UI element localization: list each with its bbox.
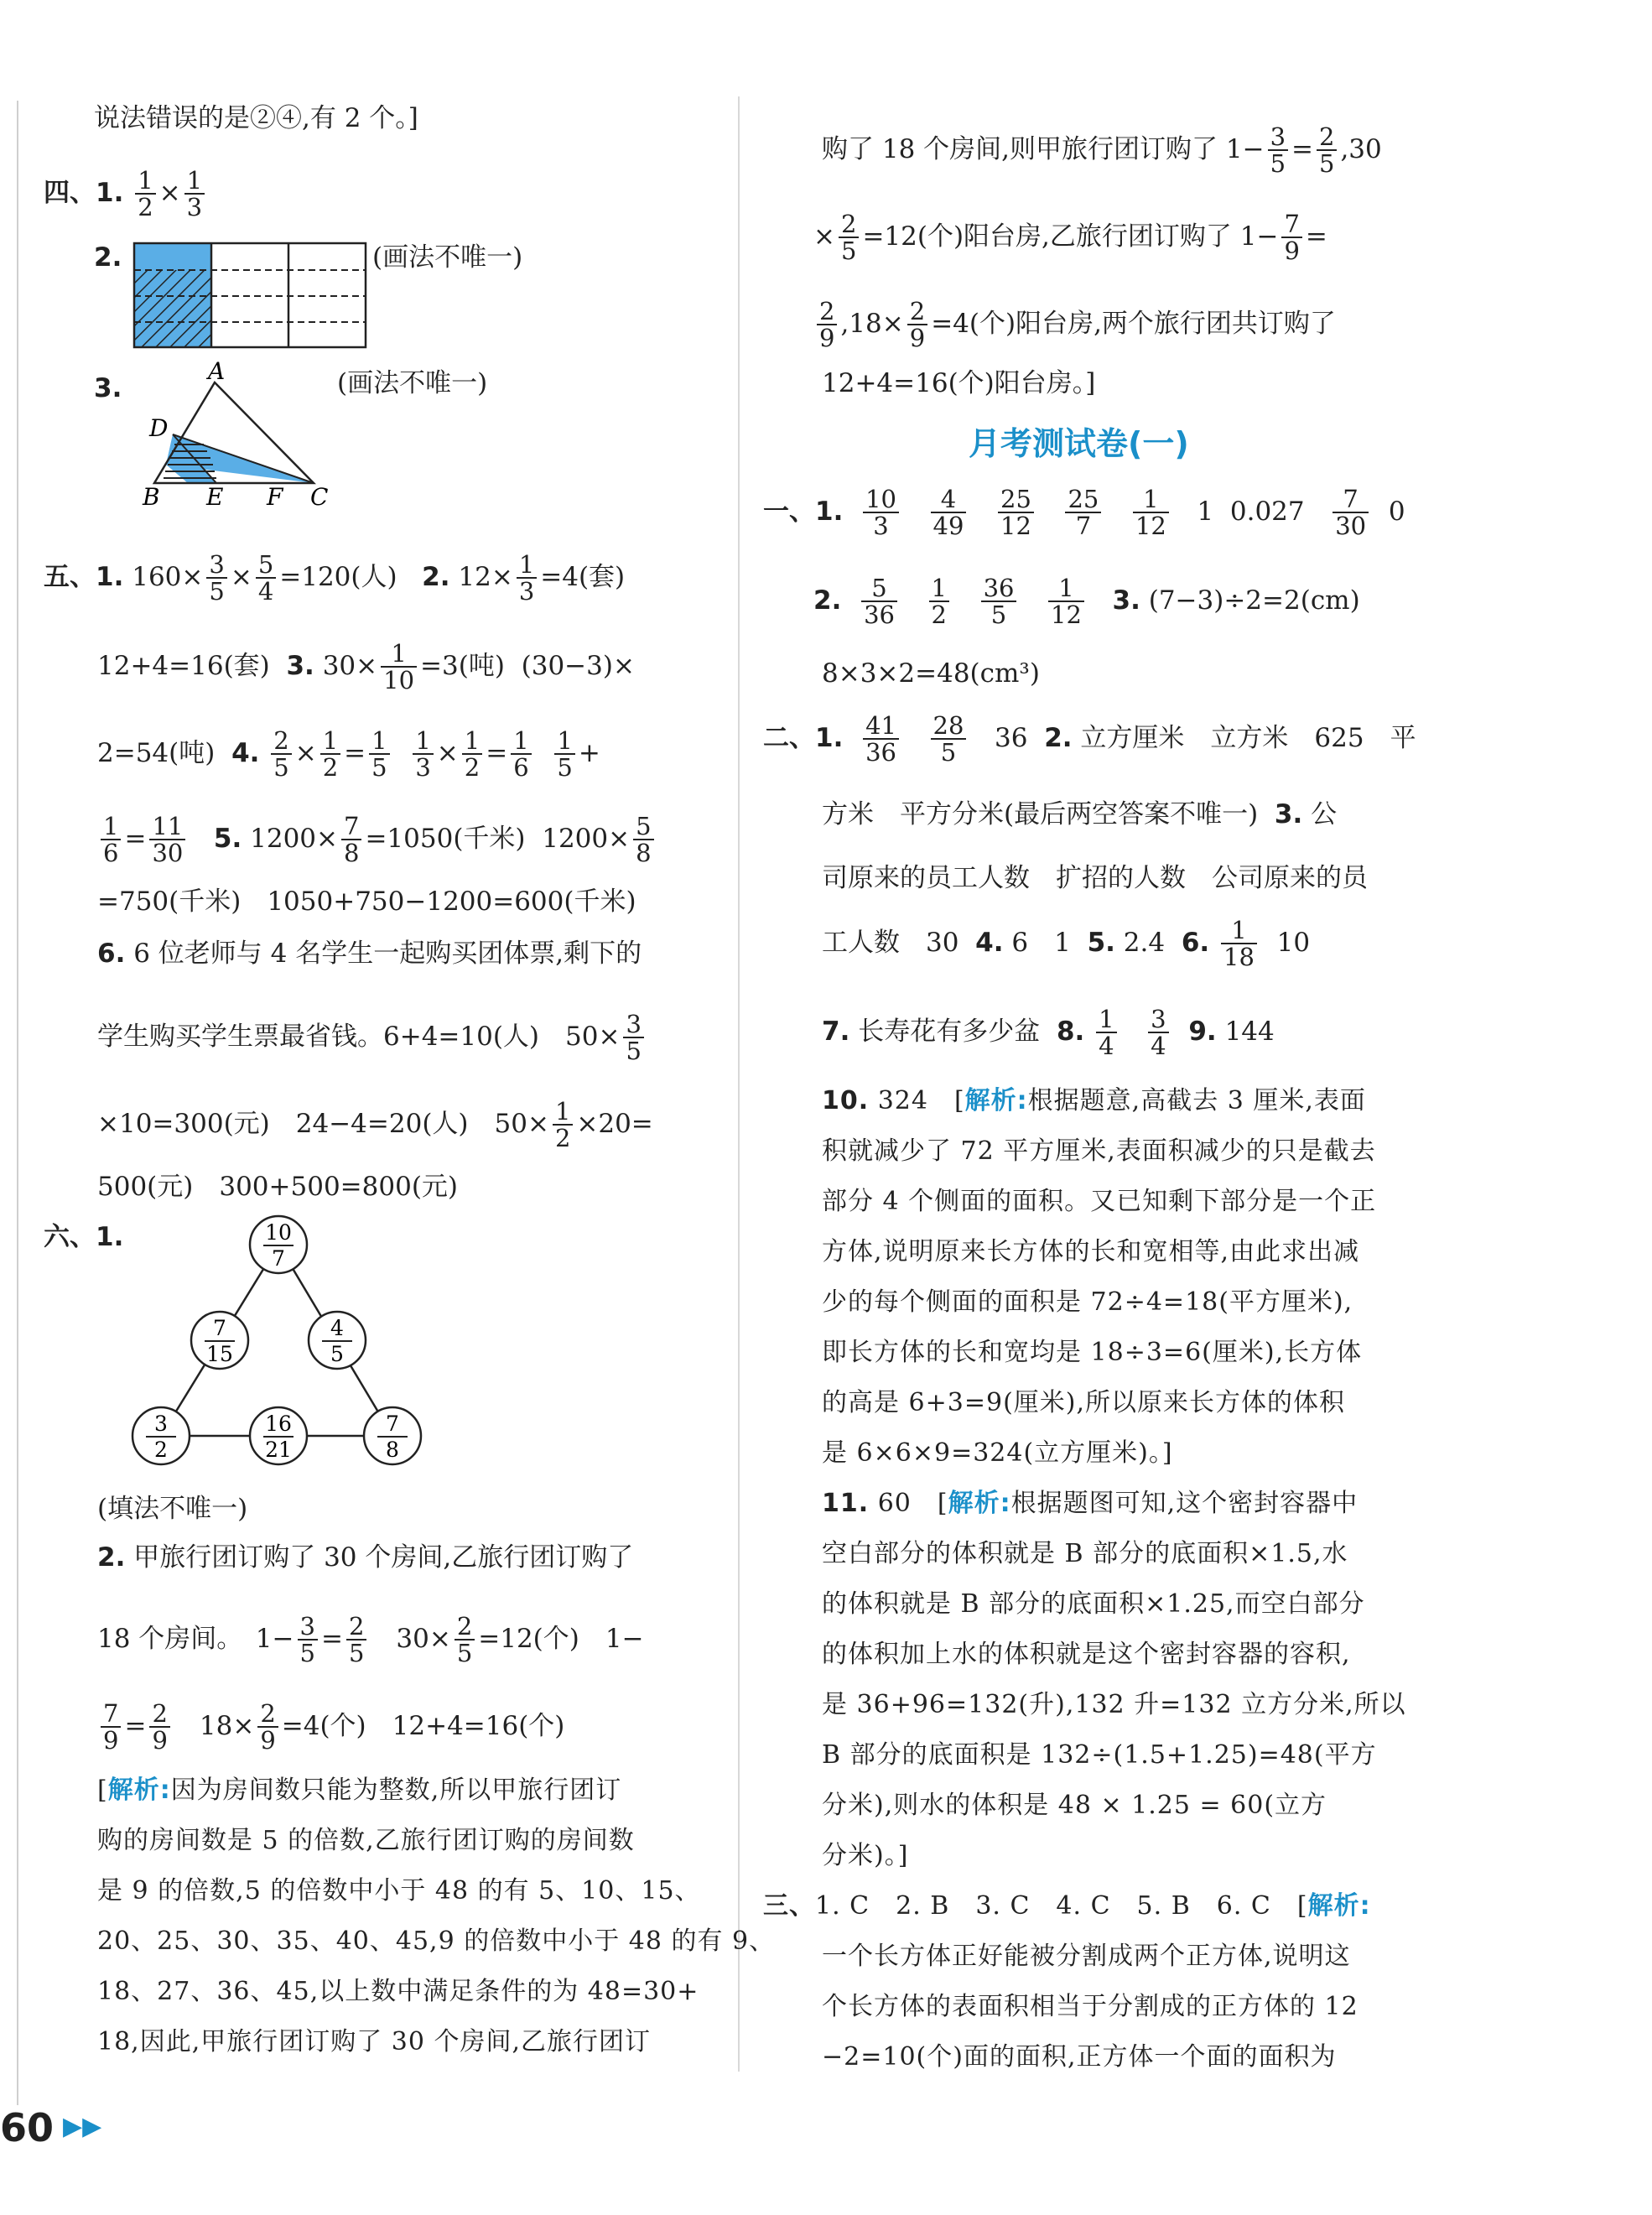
section-5-line-1: 五、1. 160× $\frac{3}{5}$ × $\frac{5}{4}$ =120(人) 2. 12× $\frac{1}{3}$ =4(套) <box>44 550 626 606</box>
part-2-line-1: 二、1. $\frac{41}{36}$ $\frac{28}{5}$ 36 2. 立方厘米 立方米 625 平 <box>763 711 1416 767</box>
section-6-q2-line-2: 18 个房间。 1− $\frac{3}{5}$ = $\frac{2}{5}$ 30× $\frac{2}{5}$ =12(个) 1− <box>97 1612 644 1668</box>
section-6-label: 六、1. <box>44 1222 124 1252</box>
analysis-line: 是 36+96=132(升),132 升=132 立方分米,所以 <box>822 1690 1406 1719</box>
analysis-line: 是 6×6×9=324(立方厘米)。] <box>822 1438 1173 1468</box>
fraction: $\frac{2}{9}$ <box>257 1701 278 1754</box>
label-D: D <box>149 414 169 442</box>
analysis-line: 的体积加上水的体积就是这个密封容器的容积, <box>822 1640 1351 1669</box>
page-number: 60 <box>0 2105 55 2150</box>
part-2-line-5: 7. 长寿花有多少盆 8. $\frac{1}{4}$ $\frac{3}{4}$ 9. 144 <box>822 1005 1275 1061</box>
fraction: $\frac{5}{36}$ <box>861 575 897 628</box>
fraction: $\frac{1}{3}$ <box>413 728 433 781</box>
fraction: $\frac{2}{5}$ <box>1317 124 1337 177</box>
fraction: $\frac{3}{4}$ <box>1148 1006 1168 1059</box>
section-5-line-8: ×10=300(元) 24−4=20(人) 50× $\frac{1}{2}$ ×20= <box>97 1097 653 1153</box>
fraction: $\frac{2}{9}$ <box>907 299 927 351</box>
analysis-line: 一个长方体正好能被分割成两个正方体,说明这 <box>822 1942 1351 1971</box>
analysis-line: B 部分的底面积是 132÷(1.5+1.25)=48(平方 <box>822 1740 1377 1770</box>
fraction: $\frac{1}{4}$ <box>1096 1006 1116 1059</box>
svg-text:10: 10 <box>265 1220 292 1245</box>
fraction: $\frac{3}{5}$ <box>623 1011 643 1064</box>
fraction: $\frac{1}{3}$ <box>517 552 537 605</box>
fraction: $\frac{5}{4}$ <box>256 552 276 605</box>
fraction: $\frac{3}{5}$ <box>298 1614 318 1666</box>
right-line-2: × $\frac{2}{5}$ =12(个)阳台房,乙旅行团订购了 1− $\frac{7}{9}$ = <box>813 210 1327 266</box>
part-1-line-1: 一、1. $\frac{10}{3}$ $\frac{4}{49}$ $\frac{25}{12}$ $\frac{25}{7}$ $\frac{1}{12}$ 1 0.027 $\frac{7}{30}$ 0 <box>763 485 1405 541</box>
triangle-diagram <box>124 357 392 511</box>
fraction: $\frac{1}{12}$ <box>1048 575 1084 628</box>
fraction: $\frac{1}{12}$ <box>1133 486 1169 539</box>
analysis-line: −2=10(个)面的面积,正方体一个面的面积为 <box>822 2042 1337 2072</box>
fraction: $\frac{2}{5}$ <box>346 1614 366 1666</box>
analysis-line: [解析:因为房间数只能为整数,所以甲旅行团订 <box>97 1776 622 1805</box>
fraction: $\frac{25}{7}$ <box>1065 486 1101 539</box>
section-6-note: (填法不唯一) <box>97 1494 248 1524</box>
left-margin-rule <box>17 101 18 2105</box>
fraction: $\frac{1}{10}$ <box>381 641 417 694</box>
fraction: $\frac{11}{30}$ <box>149 814 185 866</box>
fraction: $\frac{5}{8}$ <box>633 814 653 866</box>
q11-line: 11. 60 [解析:根据题图可知,这个密封容器中 <box>822 1489 1358 1518</box>
fraction: $\frac{2}{9}$ <box>817 299 837 351</box>
fraction: $\frac{1}{18}$ <box>1221 918 1257 970</box>
fraction: $\frac{2}{5}$ <box>839 211 859 264</box>
fraction: $\frac{1}{5}$ <box>554 728 574 781</box>
part-1-line-3: 8×3×2=48(cm³) <box>822 658 1040 689</box>
section-6-q2-line-1: 2. 甲旅行团订购了 30 个房间,乙旅行团订购了 <box>97 1542 634 1573</box>
text-line: 说法错误的是②④,有 2 个。] <box>94 103 418 133</box>
section-title: 月考测试卷(一) <box>969 425 1189 462</box>
label-A: A <box>208 357 226 385</box>
section-5-line-5: =750(千米) 1050+750−1200=600(千米) <box>97 887 636 917</box>
svg-text:16: 16 <box>265 1412 292 1436</box>
svg-text:3: 3 <box>154 1412 168 1436</box>
fraction: $\frac{3}{5}$ <box>206 552 226 605</box>
section-4-item-3-label: 3. <box>94 373 122 403</box>
right-line-1: 购了 18 个房间,则甲旅行团订购了 1− $\frac{3}{5}$ = $\frac{2}{5}$ ,30 <box>822 122 1382 179</box>
label-F: F <box>267 483 283 511</box>
svg-text:7: 7 <box>386 1412 399 1436</box>
analysis-line: 20、25、30、35、40、45,9 的倍数中小于 48 的有 9、 <box>97 1926 776 1956</box>
analysis-line: 空白部分的体积就是 B 部分的底面积×1.5,水 <box>822 1539 1348 1568</box>
section-5-line-2: 12+4=16(套) 3. 30× $\frac{1}{10}$ =3(吨) (30−3)× <box>97 639 635 695</box>
analysis-line: 部分 4 个侧面的面积。又已知剩下部分是一个正 <box>822 1187 1377 1216</box>
svg-text:8: 8 <box>386 1438 399 1462</box>
svg-text:2: 2 <box>154 1438 168 1462</box>
analysis-line: 个长方体的表面积相当于分割成的正方体的 12 <box>822 1992 1358 2021</box>
fraction-circle <box>364 1407 421 1464</box>
part-2-line-3: 司原来的员工人数 扩招的人数 公司原来的员 <box>822 863 1368 893</box>
fraction: $\frac{1}{2}$ <box>462 728 482 781</box>
svg-text:5: 5 <box>330 1342 344 1366</box>
part-1-line-2: 2. $\frac{5}{36}$ $\frac{1}{2}$ $\frac{36}{5}$ $\frac{1}{12}$ 3. (7−3)÷2=2(cm) <box>813 574 1360 630</box>
fraction: $\frac{36}{5}$ <box>981 575 1017 628</box>
fraction: $\frac{7}{30}$ <box>1333 486 1369 539</box>
fraction: $\frac{7}{8}$ <box>341 814 361 866</box>
fraction-circle <box>250 1407 307 1464</box>
fraction: $\frac{1}{6}$ <box>101 814 121 866</box>
fraction-circle <box>132 1407 190 1464</box>
fraction: $\frac{2}{5}$ <box>271 728 291 781</box>
fraction: $\frac{1}{2}$ <box>135 168 155 221</box>
analysis-line: 分米),则水的体积是 48 × 1.25 = 60(立方 <box>822 1791 1327 1820</box>
fraction: $\frac{41}{36}$ <box>863 713 899 766</box>
fraction: $\frac{2}{5}$ <box>455 1614 475 1666</box>
fraction: $\frac{1}{5}$ <box>369 728 389 781</box>
note: (画法不唯一) <box>337 368 488 398</box>
fraction: $\frac{25}{12}$ <box>998 486 1034 539</box>
svg-text:7: 7 <box>213 1316 226 1340</box>
section-4-item-1: 四、1. $\frac{1}{2}$ × $\frac{1}{3}$ <box>44 168 208 221</box>
fraction: $\frac{1}{2}$ <box>553 1099 573 1152</box>
section-5-line-7: 学生购买学生票最省钱。6+4=10(人) 50× $\frac{3}{5}$ <box>97 1011 647 1064</box>
label-B: B <box>143 483 160 511</box>
fraction-circle <box>191 1312 248 1369</box>
section-5-line-3: 2=54(吨) 4. $\frac{2}{5}$ × $\frac{1}{2}$ = $\frac{1}{5}$ $\frac{1}{3}$ × $\frac{1}{2}$ = $\frac{1}{6}$ $\frac{1}{5}$ + <box>97 726 600 783</box>
svg-text:4: 4 <box>330 1316 344 1340</box>
section-5-line-4: $\frac{1}{6}$ = $\frac{11}{30}$ 5. 1200× $\frac{7}{8}$ =1050(千米) 1200× $\frac{5}{8}$ <box>97 814 657 866</box>
section-5-line-9: 500(元) 300+500=800(元) <box>97 1172 459 1202</box>
section-4-item-2-label: 2. <box>94 242 122 273</box>
fraction-circle <box>309 1312 366 1369</box>
analysis-line: 18,因此,甲旅行团订购了 30 个房间,乙旅行团订 <box>97 2027 652 2056</box>
svg-text:15: 15 <box>206 1342 233 1366</box>
fraction: $\frac{3}{5}$ <box>1268 124 1288 177</box>
section-6-q2-line-3: $\frac{7}{9}$ = $\frac{2}{9}$ 18× $\frac{2}{9}$ =4(个) 12+4=16(个) <box>97 1701 564 1754</box>
analysis-line: 少的每个侧面的面积是 72÷4=18(平方厘米), <box>822 1287 1353 1317</box>
svg-text:7: 7 <box>272 1246 285 1271</box>
fraction-circle <box>250 1216 307 1273</box>
fraction: $\frac{1}{3}$ <box>184 168 205 221</box>
part-2-line-2: 方米 平方分米(最后两空答案不唯一) 3. 公 <box>822 799 1338 829</box>
part-3-line-1: 三、1. C 2. B 3. C 4. C 5. B 6. C [解析: <box>763 1891 1371 1921</box>
fraction: $\frac{7}{9}$ <box>101 1701 121 1754</box>
fraction: $\frac{28}{5}$ <box>931 713 967 766</box>
analysis-line: 积就减少了 72 平方厘米,表面积减少的只是截去 <box>822 1136 1376 1166</box>
analysis-line: 分米)。] <box>822 1841 909 1870</box>
part-2-line-4: 工人数 30 4. 6 1 5. 2.4 6. $\frac{1}{18}$ 10 <box>822 916 1311 972</box>
fraction-triangle-diagram <box>127 1209 399 1462</box>
analysis-line: 的体积就是 B 部分的底面积×1.25,而空白部分 <box>822 1589 1365 1619</box>
fraction: $\frac{7}{9}$ <box>1281 211 1301 264</box>
right-line-3: $\frac{2}{9}$ ,18× $\frac{2}{9}$ =4(个)阳台房,两个旅行团共订购了 <box>813 299 1336 351</box>
fraction: $\frac{1}{2}$ <box>320 728 340 781</box>
right-line-4: 12+4=16(个)阳台房。] <box>822 368 1096 398</box>
item-label: 四、1. <box>44 177 124 208</box>
section-5-line-6: 6. 6 位老师与 4 名学生一起购买团体票,剩下的 <box>97 939 642 969</box>
next-arrow-icon: ▶▶ <box>63 2112 102 2141</box>
fraction: $\frac{1}{6}$ <box>511 728 531 781</box>
label-C: C <box>310 483 329 511</box>
shaded-rectangle-diagram <box>132 242 367 352</box>
analysis-line: 的高是 6+3=9(厘米),所以原来长方体的体积 <box>822 1388 1346 1417</box>
analysis-line: 购的房间数是 5 的倍数,乙旅行团订购的房间数 <box>97 1826 635 1855</box>
fraction: $\frac{2}{9}$ <box>149 1701 169 1754</box>
note: (画法不唯一) <box>372 242 523 273</box>
fraction: $\frac{1}{2}$ <box>929 575 949 628</box>
analysis-line: 方体,说明原来长方体的长和宽相等,由此求出减 <box>822 1237 1360 1266</box>
label-E: E <box>206 483 224 511</box>
fraction: $\frac{4}{49}$ <box>931 486 967 539</box>
column-divider <box>738 96 740 2072</box>
analysis-line: 18、27、36、45,以上数中满足条件的为 48=30+ <box>97 1977 699 2006</box>
fraction: $\frac{10}{3}$ <box>863 486 899 539</box>
analysis-line: 是 9 的倍数,5 的倍数中小于 48 的有 5、10、15、 <box>97 1876 701 1906</box>
svg-text:21: 21 <box>265 1438 292 1462</box>
q10-line: 10. 324 [解析:根据题意,高截去 3 厘米,表面 <box>822 1086 1366 1115</box>
analysis-line: 即长方体的长和宽均是 18÷3=6(厘米),长方体 <box>822 1338 1363 1367</box>
